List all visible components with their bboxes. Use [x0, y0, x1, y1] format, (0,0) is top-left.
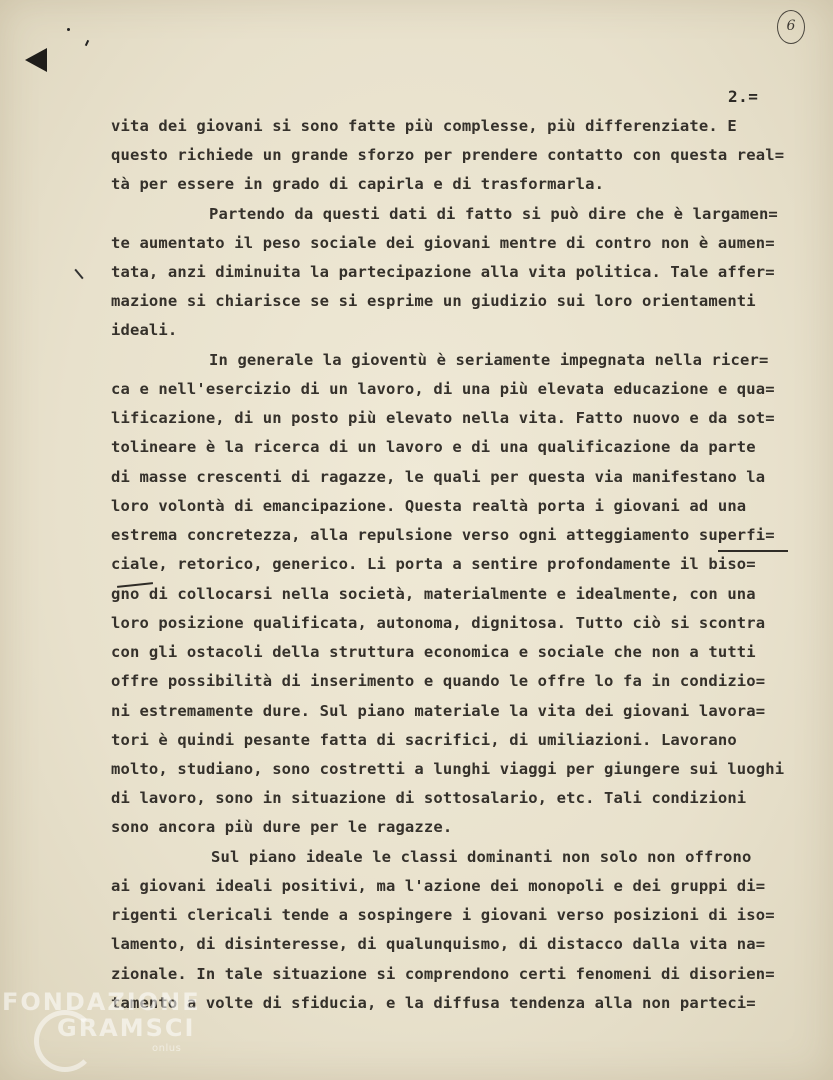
- text-line: rigenti clericali tende a sospingere i giovani verso posizioni di iso=: [111, 906, 775, 924]
- margin-pencil-mark: [74, 269, 83, 279]
- page-number: 2.=: [728, 87, 759, 106]
- text-line: questo richiede un grande sforzo per prendere contatto con questa real=: [111, 146, 785, 164]
- text-line: ciale, retorico, generico. Li porta a sentire profondamente il biso=: [111, 555, 756, 573]
- watermark-line1: FONDAZIONE: [2, 988, 201, 1016]
- text-line: ideali.: [111, 321, 178, 339]
- text-line: di masse crescenti di ragazze, le quali per questa via manifestano la: [111, 468, 766, 486]
- ink-speck: [85, 40, 89, 46]
- text-line: Sul piano ideale le classi dominanti non solo non offrono: [211, 848, 752, 866]
- text-line: tà per essere in grado di capirla e di trasformarla.: [111, 175, 605, 193]
- text-line: ai giovani ideali positivi, ma l'azione dei monopoli e dei gruppi di=: [111, 877, 766, 895]
- text-line: estrema concretezza, alla repulsione verso ogni atteggiamento superfi=: [111, 526, 775, 544]
- text-line: offre possibilità di inserimento e quando le offre lo fa in condizio=: [111, 672, 766, 690]
- text-line: molto, studiano, sono costretti a lunghi viaggi per giungere sui luoghi: [111, 760, 785, 778]
- watermark-line3: onlus: [152, 1043, 182, 1054]
- watermark-g-logo-icon: [34, 1010, 96, 1072]
- text-line: zionale. In tale situazione si comprendono certi fenomeni di disorien=: [111, 965, 775, 983]
- text-line: te aumentato il peso sociale dei giovani mentre di contro non è aumen=: [111, 234, 775, 252]
- text-line: di lavoro, sono in situazione di sottosalario, etc. Tali condizioni: [111, 789, 747, 807]
- text-line: vita dei giovani si sono fatte più complesse, più differenziate. E: [111, 117, 737, 135]
- handwritten-underline: [718, 550, 788, 552]
- text-line: con gli ostacoli della struttura economica e sociale che non a tutti: [111, 643, 756, 661]
- text-line: ca e nell'esercizio di un lavoro, di una più elevata educazione e qua=: [111, 380, 775, 398]
- text-line: tamento a volte di sfiducia, e la diffusa tendenza alla non parteci=: [111, 994, 756, 1012]
- archive-number: 6: [777, 10, 805, 44]
- text-line: lificazione, di un posto più elevato nella vita. Fatto nuovo e da sot=: [111, 409, 775, 427]
- text-line: lamento, di disinteresse, di qualunquismo, di distacco dalla vita na=: [111, 935, 766, 953]
- text-line: ni estremamente dure. Sul piano materiale la vita dei giovani lavora=: [111, 702, 766, 720]
- watermark-line2: GRAMSCI: [57, 1014, 196, 1042]
- text-line: mazione si chiarisce se si esprime un giudizio sui loro orientamenti: [111, 292, 756, 310]
- text-line: Partendo da questi dati di fatto si può dire che è largamen=: [209, 205, 778, 223]
- text-line: loro posizione qualificata, autonoma, dignitosa. Tutto ciò si scontra: [111, 614, 766, 632]
- text-line: tata, anzi diminuita la partecipazione alla vita politica. Tale affer=: [111, 263, 775, 281]
- text-line: sono ancora più dure per le ragazze.: [111, 818, 453, 836]
- text-line: gno di collocarsi nella società, materialmente e idealmente, con una: [111, 585, 756, 603]
- text-line: loro volontà di emancipazione. Questa realtà porta i giovani ad una: [111, 497, 747, 515]
- ink-speck: [67, 28, 70, 31]
- punch-hole-mark: [25, 48, 47, 72]
- text-line: tori è quindi pesante fatta di sacrifici, di umiliazioni. Lavorano: [111, 731, 737, 749]
- text-line: In generale la gioventù è seriamente impegnata nella ricer=: [209, 351, 769, 369]
- text-line: tolineare è la ricerca di un lavoro e di una qualificazione da parte: [111, 438, 756, 456]
